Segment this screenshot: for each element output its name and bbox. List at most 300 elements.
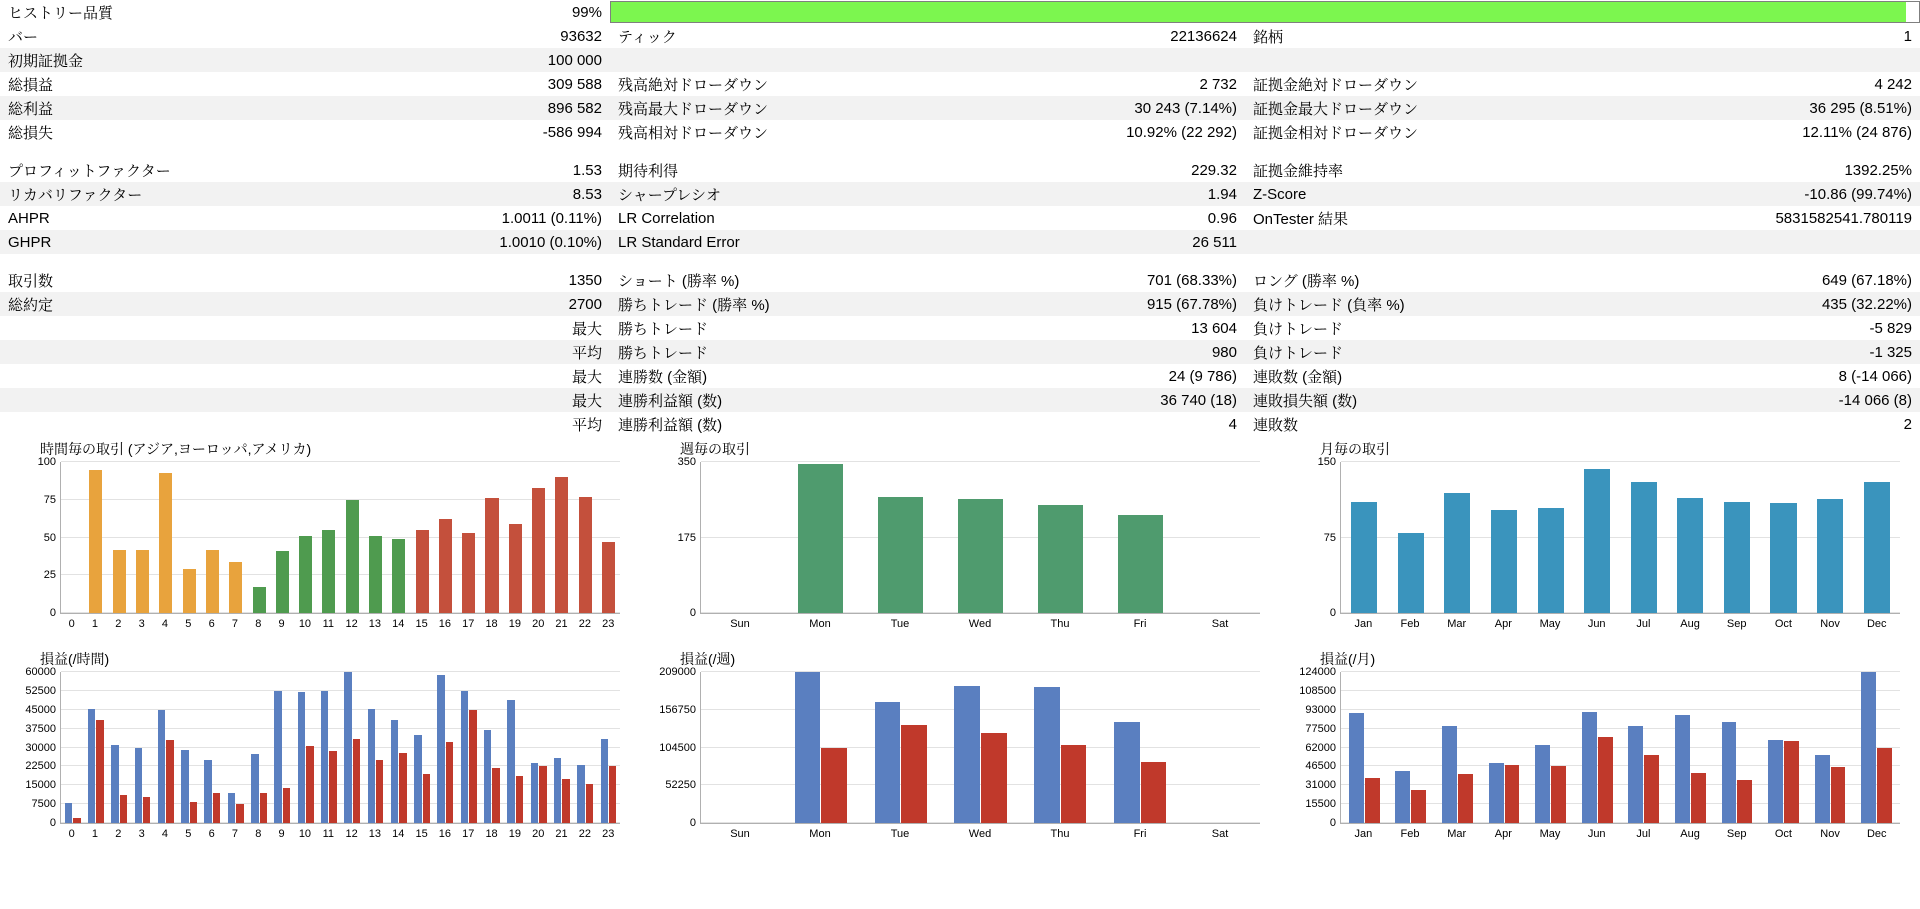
chart-bar xyxy=(236,804,243,823)
chart-y-tick-label: 50 xyxy=(43,531,56,544)
chart-bar-group xyxy=(410,672,433,823)
chart-x-axis-labels xyxy=(60,828,620,844)
chart-bar xyxy=(329,751,336,823)
chart-y-tick-label: 156750 xyxy=(659,703,696,716)
chart-x-tick-label: 21 xyxy=(555,828,568,840)
stats-cell-label: 勝ちトレード xyxy=(610,340,870,364)
stats-cell-value: -10.86 (99.74%) xyxy=(1505,182,1920,206)
stats-cell-value: 13 604 xyxy=(870,316,1245,340)
chart-bar-group xyxy=(504,672,527,823)
chart-bar xyxy=(485,498,498,613)
chart-x-tick-label: 11 xyxy=(322,828,334,840)
chart-bar-slot xyxy=(574,462,597,613)
chart-bar xyxy=(1815,755,1830,823)
chart-bar-group xyxy=(341,672,364,823)
stats-cell-value: 30 243 (7.14%) xyxy=(870,96,1245,120)
chart-x-axis-labels xyxy=(1340,618,1900,634)
chart-bar-group xyxy=(597,672,620,823)
chart-x-tick-label: Mon xyxy=(809,618,831,630)
chart-y-tick-label: 108500 xyxy=(1299,684,1336,697)
chart-bar-slot xyxy=(1807,462,1854,613)
chart-bar-slot xyxy=(108,462,131,613)
chart-bar xyxy=(1861,672,1876,823)
stats-cell-label xyxy=(0,388,180,412)
chart-bar xyxy=(276,551,289,613)
chart-bar xyxy=(437,675,444,823)
chart-plot-area xyxy=(650,668,1274,848)
chart-bar xyxy=(1770,503,1796,613)
chart-bar xyxy=(120,795,127,823)
stats-cell-label: 残高絶対ドローダウン xyxy=(610,72,870,96)
stats-row xyxy=(0,412,1920,436)
statistics-table-body xyxy=(0,0,1920,24)
chart-bar xyxy=(1535,745,1550,823)
chart-bar-group xyxy=(1853,672,1900,823)
chart-bar xyxy=(73,818,80,823)
chart-bar-group xyxy=(201,672,224,823)
chart-bar-group xyxy=(1714,672,1761,823)
chart-x-tick-label: 10 xyxy=(298,618,312,630)
chart-bar-slot xyxy=(271,462,294,613)
chart-x-tick-label: Feb xyxy=(1400,828,1420,840)
chart-bar-group xyxy=(1574,672,1621,823)
chart-bar-group xyxy=(1100,672,1180,823)
stats-cell-value: 0.96 xyxy=(870,206,1245,230)
stats-cell-label: OnTester 結果 xyxy=(1245,206,1505,230)
chart-x-tick-label: 16 xyxy=(438,618,452,630)
chart-bar xyxy=(251,754,258,823)
chart-x-tick-label: Dec xyxy=(1866,828,1887,840)
chart-x-tick-label: 19 xyxy=(508,828,522,840)
chart-bar xyxy=(878,497,923,613)
stats-cell-value: 1 xyxy=(1505,24,1920,48)
chart-bar-slot xyxy=(861,462,941,613)
stats-cell-label: 銘柄 xyxy=(1245,24,1505,48)
chart-bar xyxy=(1722,722,1737,823)
chart-bar-group xyxy=(550,672,573,823)
chart-bar xyxy=(1598,737,1613,823)
chart-bar xyxy=(344,672,351,823)
chart-bar xyxy=(1644,755,1659,823)
stats-cell-value: 24 (9 786) xyxy=(870,364,1245,388)
chart-bar-group xyxy=(1620,672,1667,823)
chart-x-tick-label: Tue xyxy=(890,618,910,630)
stats-cell-value: -14 066 (8) xyxy=(1505,388,1920,412)
chart-bar xyxy=(1505,765,1520,823)
stats-cell-label: プロフィットファクター xyxy=(0,158,180,182)
stats-row xyxy=(0,340,1920,364)
chart-x-tick-label: 0 xyxy=(68,828,75,840)
chart-bar xyxy=(1584,469,1610,613)
chart-bar xyxy=(516,776,523,823)
stats-spacer-row xyxy=(0,144,1920,158)
chart-x-tick-label: 2 xyxy=(115,828,122,840)
chart-x-tick-label: Sun xyxy=(730,618,750,630)
chart-bar-slot xyxy=(1481,462,1528,613)
stats-cell-label: バー xyxy=(0,24,180,48)
chart-y-tick-label: 15500 xyxy=(1305,798,1336,811)
chart-x-tick-label: 7 xyxy=(231,828,239,840)
chart-x-tick-label: 1 xyxy=(91,828,99,840)
chart-bar xyxy=(439,519,452,613)
chart-bar xyxy=(1817,499,1843,613)
chart-bar xyxy=(1034,687,1060,823)
chart-bar xyxy=(958,499,1003,613)
chart-bar xyxy=(1442,726,1457,823)
chart-x-tick-label: 23 xyxy=(602,618,615,630)
chart-x-tick-label: Jan xyxy=(1354,828,1373,840)
chart-bar-group xyxy=(434,672,457,823)
chart-x-axis-labels xyxy=(700,828,1260,844)
stats-cell-label: 総損益 xyxy=(0,72,180,96)
chart-x-tick-label: Aug xyxy=(1680,618,1700,630)
stats-cell-value: 309 588 xyxy=(180,72,610,96)
stats-cell-label: 負けトレード (負率 %) xyxy=(1245,292,1505,316)
stats-cell-label xyxy=(0,316,180,340)
chart-bar-group xyxy=(1341,672,1388,823)
chart-bar-slot xyxy=(1853,462,1900,613)
chart-x-tick-label: Jul xyxy=(1636,618,1651,630)
chart-bar-slot xyxy=(781,462,861,613)
chart-title: 損益(/週) xyxy=(680,651,736,667)
statistics-details-table xyxy=(0,24,1920,436)
stats-cell-value: 1392.25% xyxy=(1505,158,1920,182)
chart-x-tick-label: Jun xyxy=(1587,828,1606,840)
chart-bars xyxy=(61,672,620,823)
stats-cell-value: 435 (32.22%) xyxy=(1505,292,1920,316)
chart-bar xyxy=(298,692,305,823)
chart-bar-slot xyxy=(224,462,247,613)
chart-bar-group xyxy=(861,672,941,823)
chart-bar-group xyxy=(527,672,550,823)
chart-bar xyxy=(562,779,569,823)
chart-bar xyxy=(1737,780,1752,823)
chart-bar xyxy=(1877,748,1892,824)
chart-x-tick-label: 13 xyxy=(368,828,382,840)
chart-x-tick-label: 11 xyxy=(322,618,334,630)
chart-bar-slot xyxy=(410,462,433,613)
chart-plot-area xyxy=(10,668,634,848)
chart-x-tick-label: Fri xyxy=(1133,828,1147,840)
chart-x-tick-label: 15 xyxy=(415,618,428,630)
chart-x-tick-label: Sun xyxy=(730,828,750,840)
chart-x-tick-label: 8 xyxy=(255,618,262,630)
chart-y-tick-label: 22500 xyxy=(25,760,56,773)
stats-cell-label: 連勝数 (金額) xyxy=(610,364,870,388)
chart-bar xyxy=(416,530,429,613)
stats-cell-value: 26 511 xyxy=(870,230,1245,254)
stats-cell-value: 229.32 xyxy=(870,158,1245,182)
chart-title: 損益(/月) xyxy=(1320,651,1376,667)
chart-bar xyxy=(1582,712,1597,823)
stats-cell-value: 10.92% (22 292) xyxy=(870,120,1245,144)
chart-bar xyxy=(601,739,608,823)
chart-bar xyxy=(229,562,242,613)
stats-row xyxy=(0,268,1920,292)
history-quality-bar-cell xyxy=(610,0,1920,24)
chart-bar-slot xyxy=(941,462,1021,613)
chart-bar-slot xyxy=(504,462,527,613)
chart-x-tick-label: 10 xyxy=(298,828,312,840)
stats-cell-value xyxy=(870,48,1245,72)
stats-cell-value: 8.53 xyxy=(180,182,610,206)
chart-bar-slot xyxy=(177,462,200,613)
stats-row xyxy=(0,72,1920,96)
chart-y-tick-label: 37500 xyxy=(25,722,56,735)
chart-bar xyxy=(1551,766,1566,823)
chart-x-tick-label: 14 xyxy=(392,828,405,840)
stats-cell-value: 649 (67.18%) xyxy=(1505,268,1920,292)
chart-axes xyxy=(37,456,620,619)
chart-bar xyxy=(1398,533,1424,613)
chart-bar-slot xyxy=(1574,462,1621,613)
stats-cell-label xyxy=(1245,48,1505,72)
chart-bar xyxy=(446,742,453,823)
chart-bar xyxy=(353,739,360,823)
stats-cell-value: 5831582541.780119 xyxy=(1505,206,1920,230)
chart-bar-slot xyxy=(247,462,270,613)
chart-bar-slot xyxy=(1180,462,1260,613)
chart-bar xyxy=(253,587,266,613)
chart-bar-group xyxy=(1527,672,1574,823)
chart-x-tick-label: 1 xyxy=(91,618,99,630)
chart-x-tick-label: Wed xyxy=(968,618,992,630)
stats-cell-label: 連敗数 xyxy=(1245,412,1505,436)
chart-x-tick-label: May xyxy=(1539,618,1561,630)
stats-cell-label: 負けトレード xyxy=(1245,340,1505,364)
chart-weekly-profit-loss xyxy=(640,646,1280,856)
chart-bar xyxy=(423,774,430,823)
chart-bar-slot xyxy=(1760,462,1807,613)
chart-x-tick-label: Jan xyxy=(1354,618,1373,630)
chart-bar xyxy=(532,488,545,613)
chart-x-tick-label: 6 xyxy=(208,828,215,840)
chart-y-tick-label: 175 xyxy=(677,531,696,544)
chart-y-tick-label: 209000 xyxy=(659,666,696,678)
chart-bar-group xyxy=(1434,672,1481,823)
chart-bar xyxy=(321,691,328,823)
chart-bar xyxy=(509,524,522,613)
chart-x-tick-label: Apr xyxy=(1494,618,1512,630)
chart-bar xyxy=(1675,715,1690,823)
chart-bar-group xyxy=(1180,672,1260,823)
stats-cell-label: 勝ちトレード xyxy=(610,316,870,340)
stats-row xyxy=(0,96,1920,120)
stats-row xyxy=(0,230,1920,254)
chart-bar-group xyxy=(364,672,387,823)
stats-row xyxy=(0,292,1920,316)
chart-bar xyxy=(369,536,382,613)
chart-bar-group xyxy=(1020,672,1100,823)
chart-x-tick-label: Sep xyxy=(1726,828,1747,840)
stats-row xyxy=(0,388,1920,412)
stats-cell-value: 701 (68.33%) xyxy=(870,268,1245,292)
chart-bar xyxy=(875,702,901,823)
stats-cell-label: 連勝利益額 (数) xyxy=(610,388,870,412)
chart-y-tick-label: 124000 xyxy=(1299,666,1336,678)
stats-cell-value: 36 295 (8.51%) xyxy=(1505,96,1920,120)
charts-panel xyxy=(0,436,1920,856)
chart-y-tick-label: 150 xyxy=(1317,456,1336,468)
chart-axes xyxy=(25,666,620,829)
stats-cell-value: 2700 xyxy=(180,292,610,316)
chart-y-tick-label: 350 xyxy=(677,456,696,468)
chart-bar xyxy=(798,464,843,613)
chart-bar xyxy=(507,700,514,823)
stats-cell-value: 915 (67.78%) xyxy=(870,292,1245,316)
chart-bar-slot xyxy=(364,462,387,613)
stats-row xyxy=(0,182,1920,206)
chart-y-tick-label: 45000 xyxy=(25,703,56,716)
chart-x-tick-label: 3 xyxy=(138,618,145,630)
stats-cell-value: -5 829 xyxy=(1505,316,1920,340)
chart-bar xyxy=(111,745,118,823)
chart-x-tick-label: 18 xyxy=(485,828,498,840)
stats-row xyxy=(0,364,1920,388)
chart-bar-slot xyxy=(1527,462,1574,613)
chart-bar xyxy=(204,760,211,823)
chart-x-tick-label: 0 xyxy=(68,618,75,630)
stats-cell-label: AHPR xyxy=(0,206,180,230)
chart-bar-slot xyxy=(550,462,573,613)
chart-bar xyxy=(166,740,173,823)
chart-y-tick-label: 75 xyxy=(43,493,56,506)
history-quality-row xyxy=(0,0,1920,24)
chart-bar xyxy=(1038,505,1083,613)
chart-bar-group xyxy=(317,672,340,823)
chart-bar-slot xyxy=(341,462,364,613)
stats-cell-value: 平均 xyxy=(180,412,610,436)
chart-title: 時間毎の取引 (アジア,ヨーロッパ,アメリカ) xyxy=(40,441,312,457)
chart-x-tick-label: 16 xyxy=(438,828,452,840)
stats-cell-label: ティック xyxy=(610,24,870,48)
stats-cell-label: LR Correlation xyxy=(610,206,870,230)
chart-plot-area xyxy=(1290,458,1914,638)
chart-bar xyxy=(299,536,312,613)
statistics-panel xyxy=(0,0,1920,436)
stats-cell-label: ショート (勝率 %) xyxy=(610,268,870,292)
chart-bar xyxy=(1691,773,1706,823)
chart-bars xyxy=(1341,672,1900,823)
chart-bar-slot xyxy=(1714,462,1761,613)
stats-cell-label: 証拠金最大ドローダウン xyxy=(1245,96,1505,120)
chart-bar-slot xyxy=(457,462,480,613)
history-quality-bar-fill xyxy=(611,2,1906,22)
chart-x-tick-label: Mar xyxy=(1447,828,1467,840)
chart-bar xyxy=(954,686,980,823)
chart-bars xyxy=(701,462,1260,613)
chart-y-tick-label: 60000 xyxy=(25,666,56,678)
chart-x-tick-label: 5 xyxy=(185,618,192,630)
chart-y-tick-label: 93000 xyxy=(1305,703,1336,716)
stats-cell-label: 連敗損失額 (数) xyxy=(1245,388,1505,412)
chart-bar xyxy=(901,725,927,823)
chart-bar xyxy=(539,766,546,823)
stats-cell-value: -1 325 xyxy=(1505,340,1920,364)
chart-bar-slot xyxy=(1341,462,1388,613)
chart-bar-slot xyxy=(387,462,410,613)
statistics-table xyxy=(0,0,1920,24)
chart-weekly-trades xyxy=(640,436,1280,646)
chart-bar-slot xyxy=(131,462,154,613)
chart-bar-group xyxy=(131,672,154,823)
chart-bar xyxy=(1351,502,1377,613)
chart-bar xyxy=(1628,726,1643,823)
chart-x-tick-label: Dec xyxy=(1866,618,1887,630)
chart-bar xyxy=(1365,778,1380,823)
stats-cell-label: 勝ちトレード (勝率 %) xyxy=(610,292,870,316)
chart-bar xyxy=(1864,482,1890,613)
chart-x-tick-label: Aug xyxy=(1680,828,1700,840)
stats-cell-value: -586 994 xyxy=(180,120,610,144)
stats-spacer-row xyxy=(0,254,1920,268)
chart-x-tick-label: Oct xyxy=(1774,618,1792,630)
chart-bar xyxy=(469,710,476,823)
chart-bar xyxy=(283,788,290,823)
chart-bar xyxy=(183,569,196,613)
chart-bars xyxy=(61,462,620,613)
chart-bar-group xyxy=(247,672,270,823)
chart-x-tick-label: Jul xyxy=(1636,828,1651,840)
chart-x-tick-label: 23 xyxy=(602,828,615,840)
stats-cell-label: 期待利得 xyxy=(610,158,870,182)
chart-x-tick-label: Sat xyxy=(1211,618,1229,630)
chart-y-tick-label: 100 xyxy=(37,456,56,468)
chart-bar xyxy=(190,802,197,823)
chart-bar xyxy=(391,720,398,823)
chart-bar xyxy=(586,784,593,823)
chart-bar xyxy=(981,733,1007,823)
chart-x-tick-label: Thu xyxy=(1050,618,1070,630)
chart-bar-group xyxy=(177,672,200,823)
stats-spacer-cell xyxy=(0,254,1920,268)
chart-x-axis-labels xyxy=(700,618,1260,634)
stats-cell-label: 取引数 xyxy=(0,268,180,292)
chart-bar xyxy=(579,497,592,613)
chart-bar xyxy=(1724,502,1750,613)
stats-cell-value xyxy=(1505,48,1920,72)
chart-bar xyxy=(213,793,220,823)
chart-x-tick-label: Mar xyxy=(1447,618,1467,630)
chart-bar xyxy=(96,720,103,823)
chart-y-tick-label: 52250 xyxy=(665,779,696,792)
chart-bar xyxy=(492,768,499,823)
chart-bar xyxy=(376,760,383,823)
chart-x-tick-label: 17 xyxy=(462,618,475,630)
chart-hourly-trades xyxy=(0,436,640,646)
chart-bar-slot xyxy=(1620,462,1667,613)
chart-bars xyxy=(701,672,1260,823)
chart-bar-group xyxy=(271,672,294,823)
stats-cell-label xyxy=(610,48,870,72)
stats-cell-label: 証拠金相対ドローダウン xyxy=(1245,120,1505,144)
chart-bar xyxy=(821,748,847,824)
stats-cell-value: 最大 xyxy=(180,364,610,388)
chart-bar-group xyxy=(1760,672,1807,823)
chart-bar xyxy=(1349,713,1364,823)
chart-bar xyxy=(392,539,405,613)
chart-bar xyxy=(89,470,102,613)
chart-y-tick-label: 104500 xyxy=(659,741,696,754)
chart-x-tick-label: 7 xyxy=(231,618,239,630)
chart-bar xyxy=(1395,771,1410,823)
chart-bar-slot xyxy=(434,462,457,613)
chart-axes xyxy=(677,456,1260,619)
stats-row xyxy=(0,120,1920,144)
chart-x-tick-label: Sat xyxy=(1211,828,1229,840)
chart-bar xyxy=(88,709,95,824)
chart-bar-slot xyxy=(317,462,340,613)
